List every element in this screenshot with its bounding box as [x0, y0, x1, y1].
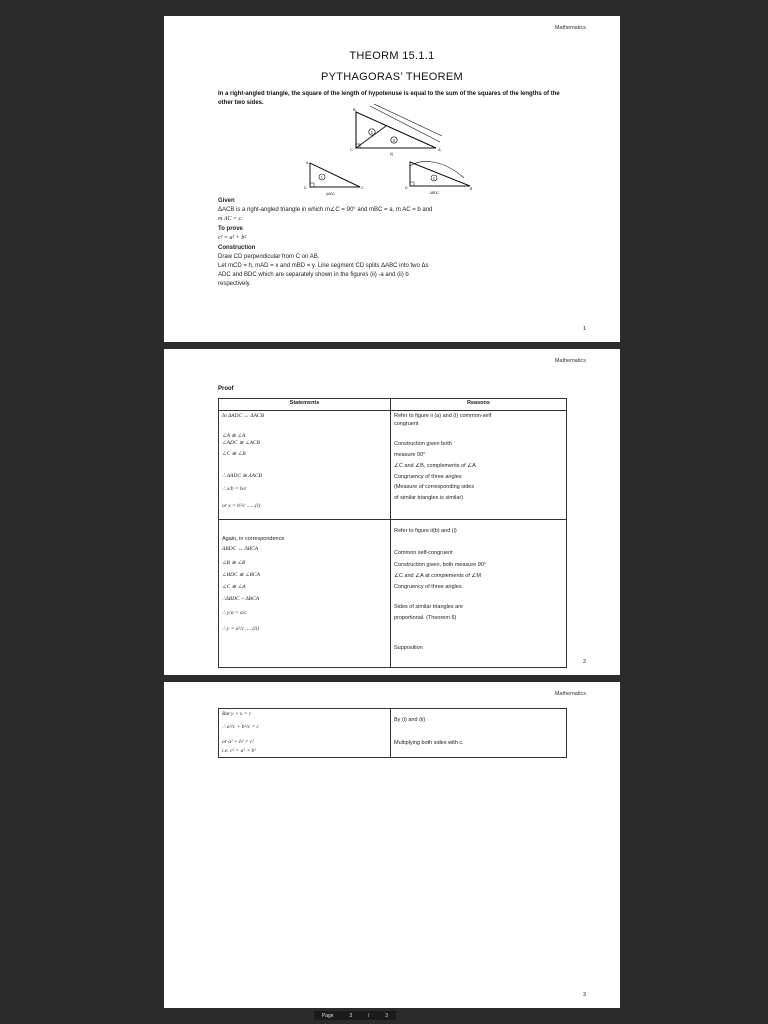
construction-heading: Construction	[218, 245, 256, 251]
statement-line: ∠C ≅ ∠B	[222, 451, 246, 457]
reason-line: proportional. (Theorem 6)	[394, 615, 457, 621]
given-line-2: m AC = c.	[218, 216, 243, 222]
proof-block-3	[219, 709, 567, 758]
statement-line: or a² + b² = c²	[222, 739, 255, 745]
reason-line: Construction given both	[394, 441, 452, 447]
statement-line: In ΔADC ↔ ΔACB	[222, 413, 265, 419]
fig-label-1: 1	[370, 129, 374, 135]
fig-left-label-d: D	[304, 186, 307, 190]
to-prove-equation: c² = a² + b²	[218, 235, 247, 241]
fig-right-caption: ΔBDC	[430, 191, 439, 195]
given-line-1: ΔACB is a right-angled triangle in which m∠C = 90° and mBC = a, m AC = b and	[218, 207, 433, 213]
statement-line: ∴ y/a = a/c	[222, 610, 247, 616]
proof-heading: Proof	[218, 386, 234, 392]
triangle-figure-adc	[302, 159, 366, 197]
reason-line: By (i) and (ii)	[394, 717, 426, 723]
reason-line: congruent	[394, 421, 419, 427]
page-number: 1	[582, 326, 586, 332]
pager-current[interactable]: 3	[349, 1012, 353, 1019]
construction-line-4: respectively.	[218, 281, 251, 287]
reason-line: of similar triangles is similar)	[394, 495, 464, 501]
theorem-number: THEORM 15.1.1	[349, 50, 435, 62]
page-header: Mathematics	[554, 691, 586, 697]
page-header: Mathematics	[554, 358, 586, 364]
statement-line: ∠A ≅ ∠A	[222, 433, 246, 439]
triangle-figure-main	[344, 104, 444, 156]
reason-line: Construction given, both measure 90°	[394, 562, 487, 568]
proof-table-header	[219, 399, 567, 411]
fig-label-a: A	[438, 147, 441, 152]
statement-line: ∴ΔBDC ~ ΔBCA	[222, 596, 260, 602]
statement-line: or x = b²/c ......(i)	[222, 503, 261, 509]
reason-line: ∠C and ∠A at complements of ∠M	[394, 573, 481, 579]
fig-right-label-b: B	[470, 187, 473, 191]
pager-label: Page	[321, 1012, 334, 1019]
statement-line: ∴ x/b = b/c	[222, 486, 247, 492]
statement-line: ∠C ≅ ∠A	[222, 584, 246, 590]
fig-left-label-1: 1	[320, 174, 324, 180]
page-number: 3	[582, 992, 586, 998]
reason-line: Sides of similar triangles are	[394, 604, 464, 610]
pager-total: 3	[385, 1012, 389, 1019]
triangle-figure-bdc	[404, 156, 476, 196]
reason-line: measure 90°	[394, 452, 426, 458]
theorem-statement: In a right-angled triangle, the square of the length of hypotenuse is equal to the sum of the squares of the lengths of the other two sides.	[218, 91, 560, 106]
fig-right-label-2: 2	[432, 175, 436, 181]
theorem-title: PYTHAGORAS’ THEOREM	[321, 71, 463, 83]
fig-left-label-a: A	[306, 161, 309, 165]
reason-line: ∠C and ∠B, complements of ∠A	[394, 463, 476, 469]
statement-line: ∠BDC ≅ ∠BCA	[222, 572, 260, 578]
construction-line-2: Let mCD = h, mAD = x and mBD = y. Line segment CD splits ΔABC into two Δs	[218, 263, 429, 269]
page-number: 2	[582, 659, 586, 665]
reason-line: Refer to figure ii(b) and (i)	[394, 528, 457, 534]
proof-table	[218, 398, 567, 668]
given-section	[218, 197, 432, 289]
fig-label-2: 2	[392, 137, 396, 143]
fig-left-caption: ΔADC	[326, 192, 335, 196]
statement-line: ∴ y = a²/c .....(ii)	[222, 626, 260, 632]
fig-main-caption: (i)	[390, 152, 394, 156]
given-heading: Given	[218, 198, 235, 204]
fig-label-c: C	[350, 147, 353, 152]
to-prove-heading: To prove	[218, 226, 243, 232]
statement-line: ∴ a²/c + b²/c = c	[222, 724, 259, 730]
fig-left-label-c: C	[361, 186, 364, 190]
statements-header: Statements	[219, 399, 391, 411]
page-navigator[interactable]	[314, 1011, 396, 1020]
statement-line: ∠ADC ≅ ∠ACB	[222, 440, 260, 446]
reason-line: Refer to figure ii (a) and (i) common-self	[394, 413, 492, 419]
reason-line: Congruency of three angles	[394, 474, 462, 480]
statement-line: Again, in correspondence	[222, 536, 285, 542]
statement-line: ΔBDC ↔ ΔBCA	[222, 546, 259, 552]
statement-line: But y + x = c	[222, 711, 252, 717]
statement-line: i.e. c² = a² + b²	[222, 748, 256, 754]
proof-table-continued	[218, 708, 567, 758]
reason-line: Supposition	[394, 645, 423, 651]
proof-block-2	[219, 520, 567, 668]
reason-line: Common self-congruent	[394, 550, 453, 556]
statement-line: ∴ ΔADC ≅ ΔACB	[222, 473, 262, 479]
document-page-3	[164, 682, 620, 1008]
document-page-2	[164, 349, 620, 675]
reason-line: Congruency of three angles.	[394, 584, 464, 590]
construction-line-1: Draw CD perpendicular from C on AB.	[218, 254, 320, 260]
reason-line: (Measure of corresponding sides	[394, 484, 475, 490]
pager-separator: /	[368, 1012, 370, 1019]
page-header: Mathematics	[554, 25, 586, 31]
document-page-1	[164, 16, 620, 342]
statement-line: ∠B ≅ ∠B	[222, 560, 246, 566]
proof-block-1	[219, 411, 567, 520]
reasons-header: Reasons	[391, 399, 567, 411]
reason-line: Multiplying both sides with c.	[394, 740, 464, 746]
fig-right-label-d: D	[405, 186, 408, 190]
construction-line-3: ADC and BDC which are separately shown in the figures (ii) -a and (ii) b	[218, 272, 409, 278]
fig-label-b: B	[353, 107, 356, 112]
